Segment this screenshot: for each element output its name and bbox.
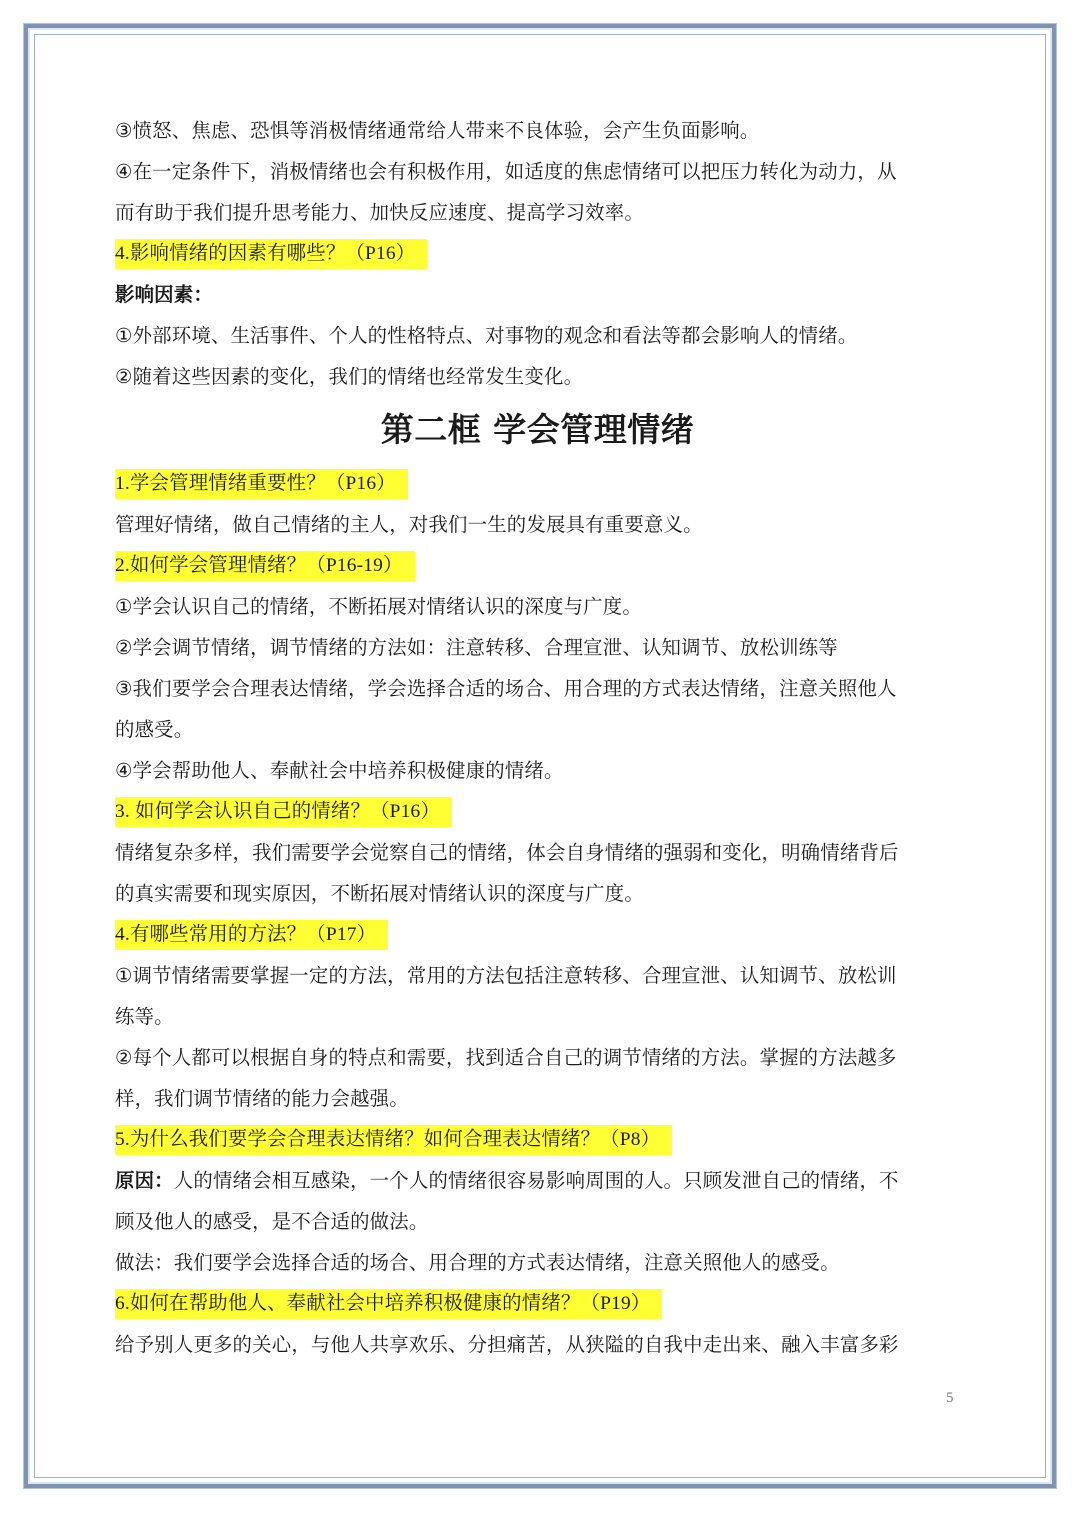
question-recognize: 3. 如何学会认识自己的情绪？（P16） <box>115 797 452 827</box>
question-importance: 1.学会管理情绪重要性？（P16） <box>115 469 408 499</box>
methods-item-2-line2: 样，我们调节情绪的能力会越强。 <box>115 1087 409 1110</box>
reason-label: 原因： <box>115 1169 174 1192</box>
question-how-manage: 2.如何学会管理情绪？（P16-19） <box>115 551 415 581</box>
document-body <box>115 110 960 1365</box>
page-number: 5 <box>946 1390 954 1406</box>
manage-item-3-line1: ③我们要学会合理表达情绪，学会选择合适的场合、用合理的方式表达情绪，注意关照他人 <box>115 677 897 700</box>
express-method: 做法：我们要学会选择合适的场合、用合理的方式表达情绪，注意关照他人的感受。 <box>115 1251 840 1274</box>
recognize-answer-line1: 情绪复杂多样，我们需要学会觉察自己的情绪，体会自身情绪的强弱和变化，明确情绪背后 <box>115 841 899 864</box>
methods-item-1-line2: 练等。 <box>115 1005 174 1028</box>
section-title: 第二框 学会管理情绪 <box>380 410 695 449</box>
answer-importance: 管理好情绪，做自己情绪的主人，对我们一生的发展具有重要意义。 <box>115 513 703 536</box>
express-reason-line1 <box>115 1160 960 1201</box>
manage-item-1: ①学会认识自己的情绪，不断拓展对情绪认识的深度与广度。 <box>115 595 642 618</box>
question-row <box>115 233 960 274</box>
question-row <box>115 545 960 586</box>
recognize-answer-line2: 的真实需要和现实原因，不断拓展对情绪认识的深度与广度。 <box>115 882 644 905</box>
question-row <box>115 1283 960 1324</box>
question-row <box>115 791 960 832</box>
express-reason-line2: 顾及他人的感受，是不合适的做法。 <box>115 1210 429 1233</box>
paragraph-negative-emotion-3: ③愤怒、焦虑、恐惧等消极情绪通常给人带来不良体验，会产生负面影响。 <box>115 119 760 142</box>
question-row <box>115 914 960 955</box>
manage-item-4: ④学会帮助他人、奉献社会中培养积极健康的情绪。 <box>115 759 564 782</box>
factors-item-2: ②随着这些因素的变化，我们的情绪也经常发生变化。 <box>115 365 584 388</box>
help-others-answer-line1: 给予别人更多的关心，与他人共享欢乐、分担痛苦，从狭隘的自我中走出来、融入丰富多彩 <box>115 1333 899 1356</box>
factors-label: 影响因素： <box>115 283 213 306</box>
paragraph-negative-emotion-4-line2: 而有助于我们提升思考能力、加快反应速度、提高学习效率。 <box>115 201 644 224</box>
question-express: 5.为什么我们要学会合理表达情绪？如何合理表达情绪？（P8） <box>115 1125 672 1155</box>
reason-text: 人的情绪会相互感染，一个人的情绪很容易影响周围的人。只顾发泄自己的情绪，不 <box>173 1169 899 1192</box>
question-methods: 4.有哪些常用的方法？（P17） <box>115 920 388 950</box>
question-factors: 4.影响情绪的因素有哪些？（P16） <box>115 239 427 269</box>
paragraph-negative-emotion-4-line1: ④在一定条件下，消极情绪也会有积极作用，如适度的焦虑情绪可以把压力转化为动力，从 <box>115 160 897 183</box>
methods-item-1-line1: ①调节情绪需要掌握一定的方法，常用的方法包括注意转移、合理宣泄、认知调节、放松训 <box>115 964 897 987</box>
question-help-others: 6.如何在帮助他人、奉献社会中培养积极健康的情绪？（P19） <box>115 1289 662 1319</box>
question-row <box>115 463 960 504</box>
manage-item-2: ②学会调节情绪，调节情绪的方法如：注意转移、合理宣泄、认知调节、放松训练等 <box>115 636 838 659</box>
factors-item-1: ①外部环境、生活事件、个人的性格特点、对事物的观念和看法等都会影响人的情绪。 <box>115 324 858 347</box>
manage-item-3-line2: 的感受。 <box>115 718 194 741</box>
methods-item-2-line1: ②每个人都可以根据自身的特点和需要，找到适合自己的调节情绪的方法。掌握的方法越多 <box>115 1046 897 1069</box>
question-row <box>115 1119 960 1160</box>
